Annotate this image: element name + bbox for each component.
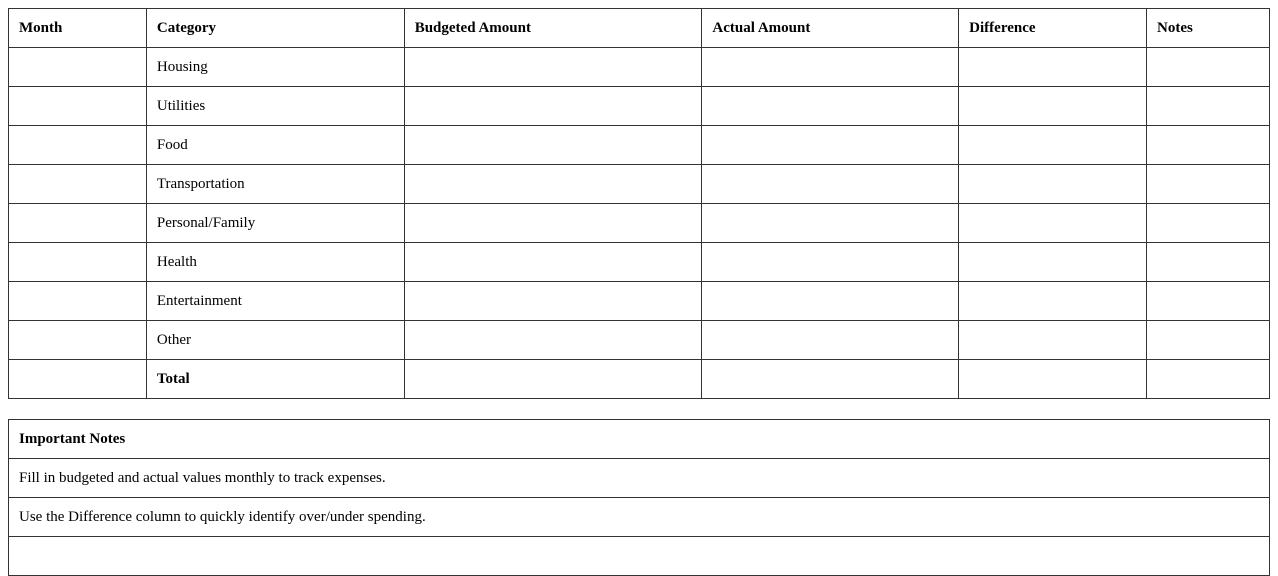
cell-notes[interactable] xyxy=(1147,48,1270,87)
table-row xyxy=(9,87,1270,126)
cell-notes[interactable] xyxy=(1147,360,1270,399)
cell-notes[interactable] xyxy=(1147,282,1270,321)
note-row xyxy=(9,459,1270,498)
cell-difference[interactable] xyxy=(959,243,1147,282)
cell-category: Housing xyxy=(146,48,404,87)
table-row xyxy=(9,48,1270,87)
cell-difference[interactable] xyxy=(959,126,1147,165)
cell-budgeted[interactable] xyxy=(404,165,702,204)
cell-difference[interactable] xyxy=(959,321,1147,360)
cell-actual[interactable] xyxy=(702,165,959,204)
cell-budgeted[interactable] xyxy=(404,243,702,282)
note-item xyxy=(9,537,1270,576)
header-row xyxy=(9,9,1270,48)
cell-month[interactable] xyxy=(9,204,147,243)
table-row xyxy=(9,126,1270,165)
cell-budgeted[interactable] xyxy=(404,126,702,165)
cell-actual[interactable] xyxy=(702,48,959,87)
cell-month[interactable] xyxy=(9,126,147,165)
cell-category: Personal/Family xyxy=(146,204,404,243)
cell-budgeted[interactable] xyxy=(404,321,702,360)
cell-budgeted[interactable] xyxy=(404,204,702,243)
cell-difference[interactable] xyxy=(959,165,1147,204)
cell-month[interactable] xyxy=(9,282,147,321)
cell-notes[interactable] xyxy=(1147,204,1270,243)
cell-category: Total xyxy=(146,360,404,399)
cell-budgeted[interactable] xyxy=(404,360,702,399)
cell-actual[interactable] xyxy=(702,243,959,282)
cell-notes[interactable] xyxy=(1147,243,1270,282)
cell-month[interactable] xyxy=(9,321,147,360)
table-row xyxy=(9,321,1270,360)
column-header-category: Category xyxy=(146,9,404,48)
notes-header-row xyxy=(9,420,1270,459)
cell-difference[interactable] xyxy=(959,48,1147,87)
column-header-actual-amount: Actual Amount xyxy=(702,9,959,48)
table-row xyxy=(9,243,1270,282)
cell-month[interactable] xyxy=(9,48,147,87)
important-notes-table xyxy=(8,419,1270,576)
cell-month[interactable] xyxy=(9,360,147,399)
cell-budgeted[interactable] xyxy=(404,48,702,87)
cell-difference[interactable] xyxy=(959,360,1147,399)
cell-category: Food xyxy=(146,126,404,165)
cell-category: Health xyxy=(146,243,404,282)
cell-budgeted[interactable] xyxy=(404,87,702,126)
cell-difference[interactable] xyxy=(959,204,1147,243)
cell-actual[interactable] xyxy=(702,126,959,165)
column-header-difference: Difference xyxy=(959,9,1147,48)
column-header-notes: Notes xyxy=(1147,9,1270,48)
note-item: Use the Difference column to quickly identify over/under spending. xyxy=(9,498,1270,537)
cell-category: Other xyxy=(146,321,404,360)
cell-category: Utilities xyxy=(146,87,404,126)
cell-difference[interactable] xyxy=(959,282,1147,321)
table-row xyxy=(9,204,1270,243)
cell-actual[interactable] xyxy=(702,87,959,126)
cell-notes[interactable] xyxy=(1147,165,1270,204)
note-item: Fill in budgeted and actual values monthly to track expenses. xyxy=(9,459,1270,498)
cell-actual[interactable] xyxy=(702,321,959,360)
cell-notes[interactable] xyxy=(1147,321,1270,360)
cell-category: Transportation xyxy=(146,165,404,204)
cell-actual[interactable] xyxy=(702,282,959,321)
cell-month[interactable] xyxy=(9,165,147,204)
cell-notes[interactable] xyxy=(1147,87,1270,126)
table-row xyxy=(9,360,1270,399)
table-row xyxy=(9,282,1270,321)
cell-budgeted[interactable] xyxy=(404,282,702,321)
column-header-month: Month xyxy=(9,9,147,48)
cell-month[interactable] xyxy=(9,243,147,282)
budget-table xyxy=(8,8,1270,399)
cell-month[interactable] xyxy=(9,87,147,126)
notes-header: Important Notes xyxy=(9,420,1270,459)
note-row xyxy=(9,498,1270,537)
cell-notes[interactable] xyxy=(1147,126,1270,165)
cell-category: Entertainment xyxy=(146,282,404,321)
cell-actual[interactable] xyxy=(702,204,959,243)
note-row xyxy=(9,537,1270,576)
cell-actual[interactable] xyxy=(702,360,959,399)
column-header-budgeted-amount: Budgeted Amount xyxy=(404,9,702,48)
table-row xyxy=(9,165,1270,204)
cell-difference[interactable] xyxy=(959,87,1147,126)
